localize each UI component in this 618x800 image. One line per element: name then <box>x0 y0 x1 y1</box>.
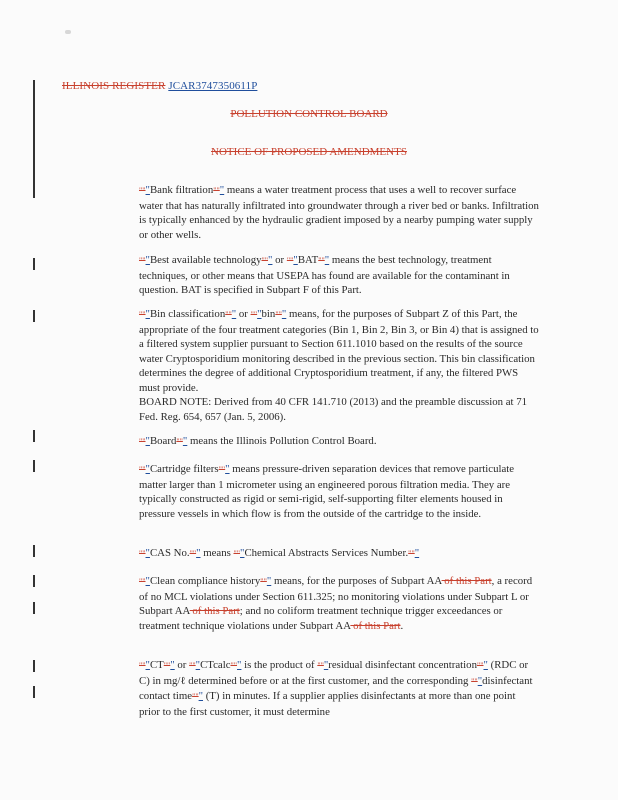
notice-heading: NOTICE OF PROPOSED AMENDMENTS <box>211 146 407 158</box>
definition-bank-filtration: """Bank filtration""" means a water treatment process that uses a well to recover surface water that has naturally infiltrated into groundwater through a river bed or banks. Infiltration is typically enhanced by the hydraulic gradient imposed by a nearby pumping water supply or other wells. <box>139 184 539 241</box>
change-bar <box>33 575 35 587</box>
definition-bin-classification: """Bin classification""" or """bin""" means, for the purposes of Subpart Z of this Part, the appropriate of the four treatment categories (Bin 1, Bin 2, Bin 3, or Bin 4) that is assigned to a filtered system supplier pursuant to Section 611.1010 based on the results of the source water Cryptosporidium monitoring described in the previous section. This bin classification determines the degree of additional Cryptosporidium treatment, if any, the filtered PWS must provide. BOARD NOTE: Derived from 40 CFR 141.710 (2013) and the preamble discussion at 71 Fed. Reg. 654, 657 (Jan. 5, 2006). <box>139 308 539 423</box>
change-bar <box>33 460 35 472</box>
definition-board: """Board""" means the Illinois Pollution Control Board. <box>139 435 377 447</box>
change-bar <box>33 430 35 442</box>
change-bar <box>33 310 35 322</box>
register-code: JCAR3747350611P <box>168 80 258 92</box>
scan-smudge <box>65 30 71 34</box>
change-bar <box>33 80 35 198</box>
definition-cas-no: """CAS No.""" means """Chemical Abstracts Services Number.""" <box>139 547 420 559</box>
definition-ct: """CT""" or """CTcalc""" is the product of """residual disinfectant concentration""" (RDC or C) in mg/ℓ determined before or at the first customer, and the corresponding """disinfectant contact time""" (T) in minutes. If a supplier applies disinfectants at more than one point prior to the first customer, it must determine <box>139 659 533 718</box>
definition-clean-compliance-history: """Clean compliance history""" means, for the purposes of Subpart AA of this Part, a record of no MCL violations under Section 611.325; no monitoring violations under Subpart L or Subpart AA of this Part; and no coliform treatment technique trigger exceedances or treatment technique violations under Subpart AA of this Part. <box>139 575 533 632</box>
board-heading: POLLUTION CONTROL BOARD <box>230 108 388 120</box>
change-bar <box>33 686 35 698</box>
definition-cartridge-filters: """Cartridge filters""" means pressure-driven separation devices that remove particulate matter larger than 1 micrometer using an engineered porous filtration media. They are typically constructed as rigid or semi-rigid, self-supporting filter elements housed in pressure vessels in which flow is from the outside of the cartridge to the inside. <box>139 463 515 520</box>
register-header <box>62 80 257 92</box>
change-bar <box>33 602 35 614</box>
change-bar <box>33 660 35 672</box>
change-bar <box>33 258 35 270</box>
change-bar <box>33 545 35 557</box>
register-label: ILLINOIS REGISTER <box>62 80 166 92</box>
board-note: BOARD NOTE: Derived from 40 CFR 141.710 (2013) and the preamble discussion at 71 Fed. Reg. 654, 657 (Jan. 5, 2006). <box>139 396 528 423</box>
definition-bat: """Best available technology""" or """BAT""" means the best technology, treatment techniques, or other means that USEPA has found are available for the contaminant in question. BAT is specified in Subpart F of this Part. <box>139 254 510 296</box>
